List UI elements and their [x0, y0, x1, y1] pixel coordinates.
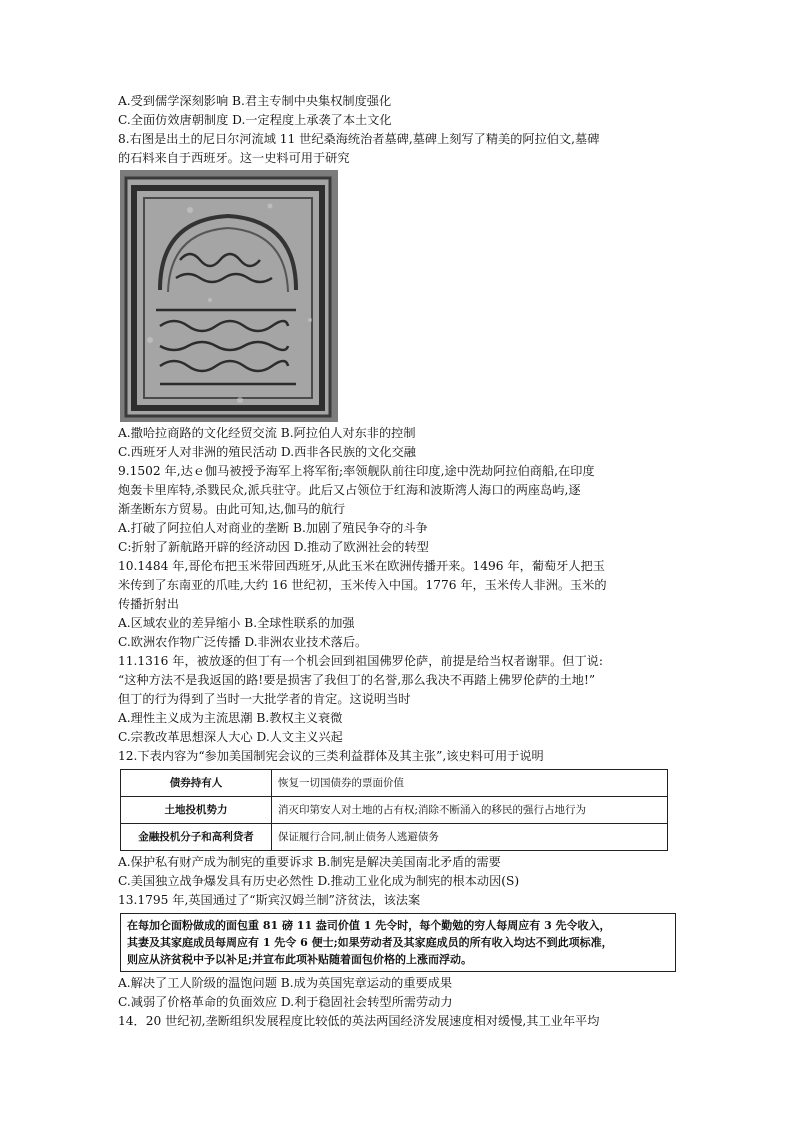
text-line: 8.右图是出土的尼日尔河流域 11 世纪桑海统治者墓碑,墓碑上刻写了精美的阿拉伯文,墓碑: [118, 132, 600, 146]
text-line: C.宗教改革思想深人大心 D.人文主义兴起: [118, 730, 343, 744]
table-cell-group: 债券持有人: [121, 770, 272, 797]
text-block-top: [118, 92, 680, 168]
text-line: 渐垄断东方贸易。由此可知,达,伽马的航行: [118, 502, 346, 516]
text-line: A.受到儒学深刻影响 B.君主专制中央集权制度强化: [118, 94, 392, 108]
text-line: C:折射了新航路开辟的经济动因 D.推动了欧洲社会的转型: [118, 540, 429, 554]
text-line: C.美国独立战争爆发具有历史必然性 D.推动工业化成为制宪的根本动因(S): [118, 874, 520, 888]
text-block-bottom: [118, 974, 680, 1031]
text-block-mid: [118, 424, 680, 766]
table-row: [121, 770, 668, 797]
table-cell-group: 土地投机势力: [121, 797, 272, 824]
table-cell-claim: 恢复一切国债券的票面价值: [272, 770, 668, 797]
text-line: C.全面仿效唐朝制度 D.一定程度上承袭了本土文化: [118, 113, 392, 127]
speenhamland-quote-box: [120, 913, 676, 972]
table-cell-group: 金融投机分子和高利贷者: [121, 824, 272, 851]
text-line: 11.1316 年，被放逐的但丁有一个机会回到祖国佛罗伦萨，前提是给当权者谢罪。但丁说:: [118, 654, 603, 668]
text-line: A.打破了阿拉伯人对商业的垄断 B.加剧了殖民争夺的斗争: [118, 521, 428, 535]
text-line: 米传到了东南亚的爪哇,大约 16 世纪初，玉米传入中国。1776 年，玉米传人非洲。玉米的: [118, 578, 607, 592]
text-line: A.理性主义成为主流思潮 B.教权主义衰微: [118, 711, 343, 725]
quote-line: 在每加仑面粉做成的面包重 81 磅 11 盎司价值 1 先令时，每个勤勉的穷人每周应有 3 先令收入，: [127, 919, 611, 932]
exam-page: [118, 92, 680, 1031]
table-row: [121, 797, 668, 824]
text-line: 的石料来自于西班牙。这一史料可用于研究: [118, 151, 350, 165]
text-line: 9.1502 年,达ｅ伽马被授予海军上将军衔;率领舰队前往印度,途中洗劫阿拉伯商船,在印度: [118, 464, 595, 478]
text-line: 12.下表内容为“参加美国制宪会议的三类利益群体及其主张”,该史料可用于说明: [118, 749, 544, 763]
table-cell-claim: 消灭印第安人对土地的占有权;消除不断涌入的移民的强行占地行为: [272, 797, 668, 824]
interest-groups-table: [120, 769, 668, 851]
text-line: 炮轰卡里库特,杀戮民众,派兵驻守。此后又占领位于红海和波斯湾人海口的两座岛屿,逐: [118, 483, 581, 497]
text-line: A.保护私有财产成为制宪的重要诉求 B.制宪是解决美国南北矛盾的需要: [118, 855, 501, 869]
quote-line: 其妻及其家庭成员每周应有 1 先令 6 便士;如果劳动者及其家庭成员的所有收入均达不到此项标准，: [127, 936, 613, 949]
table-cell-claim: 保证履行合同,制止债务人逃避债务: [272, 824, 668, 851]
text-line: 传播折射出: [118, 597, 179, 611]
quote-line: 则应从济贫税中予以补足;并宣布此项补贴随着面包价格的上涨而浮动。: [127, 953, 473, 966]
text-line: 10.1484 年,哥伦布把玉米带回西班牙,从此玉米在欧洲传播开来。1496 年，葡萄牙人把玉: [118, 559, 605, 573]
text-line: C.欧洲农作物广泛传播 D.非洲农业技术落后。: [118, 635, 368, 649]
text-line: 但丁的行为得到了当时一大批学者的肯定。这说明当时: [118, 692, 411, 706]
text-block-after-table: [118, 853, 680, 910]
text-line: A.解决了工人阶级的温饱问题 B.成为英国宪章运动的重要成果: [118, 976, 453, 990]
text-line: 13.1795 年,英国通过了“斯宾汉姆兰制”济贫法，该法案: [118, 893, 421, 907]
text-line: 14．20 世纪初,垄断组织发展程度比较低的英法两国经济发展速度相对缓慢,其工业年平均: [118, 1014, 600, 1028]
text-line: C.西班牙人对非洲的殖民活动 D.西非各民族的文化交融: [118, 445, 416, 459]
text-line: A.区域农业的差异缩小 B.全球性联系的加强: [118, 616, 355, 630]
tombstone-photo: [120, 170, 338, 422]
text-line: A.撒哈拉商路的文化经贸交流 B.阿拉伯人对东非的控制: [118, 426, 416, 440]
table-row: [121, 824, 668, 851]
tombstone-illustration: [120, 170, 338, 422]
text-line: C.减弱了价格革命的负面效应 D.利于稳固社会转型所需劳动力: [118, 995, 453, 1009]
text-line: “这种方法不是我返国的路!要是损害了我但丁的名誉,那么我决不再踏上佛罗伦萨的土地!”: [118, 673, 596, 687]
